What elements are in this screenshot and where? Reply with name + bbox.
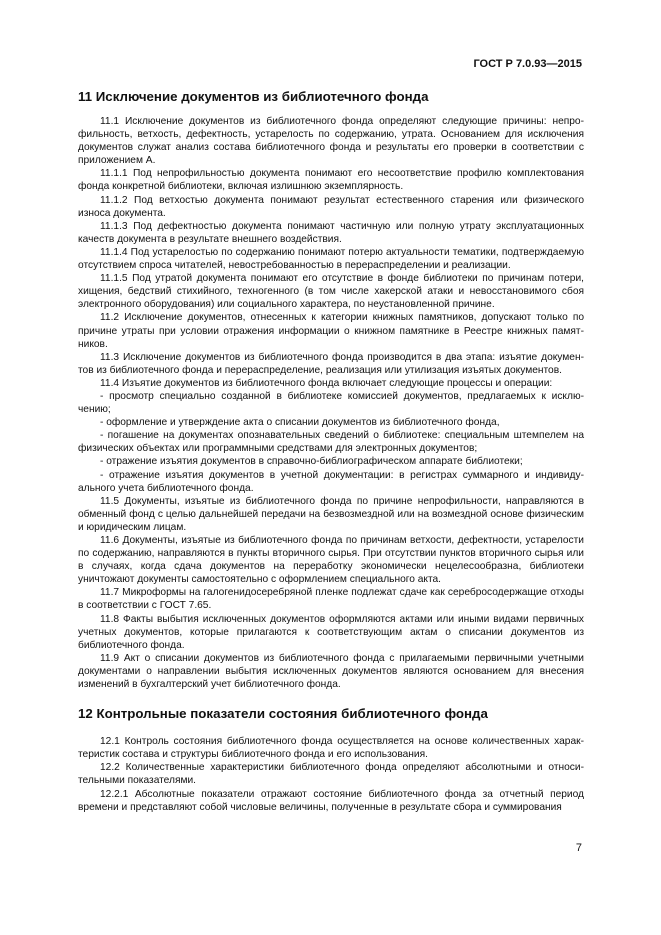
paragraph: 11.2 Исключение документов, отнесенных к категории книжных памятников, допускают только по причине утраты при условии отражения информации о книжном памятнике в Реестре книжных памятников. bbox=[78, 312, 584, 350]
section-11-body bbox=[78, 115, 584, 691]
paragraph: 11.6 Документы, изъятые из библиотечного фонда по причинам ветхости, дефектности, устарелости по содержанию, направляются в пункты вторичного сырья. При отсутствии пунктов вторичного сырья или в случаях, когда сдача документов на переработку экономически нецелесообразна, библиотеки уничтожают документы самостоятельно с оформлением специального акта. bbox=[78, 535, 584, 586]
paragraph: 12.2 Количественные характеристики библиотечного фонда определяют абсолютными и относительными показателями. bbox=[78, 762, 584, 787]
standard-designation: ГОСТ Р 7.0.93—2015 bbox=[473, 58, 582, 70]
paragraph: 11.4 Изъятие документов из библиотечного фонда включает следующие процессы и операции: bbox=[100, 377, 553, 389]
paragraph: 11.1.2 Под ветхостью документа понимают результат естественного старения или физического износа документа. bbox=[78, 194, 584, 219]
paragraph: 12.1 Контроль состояния библиотечного фонда осуществляется на основе количественных характеристик состава и структуры библиотечного фонда и его использования. bbox=[78, 736, 584, 761]
paragraph: 12.2.1 Абсолютные показатели отражают состояние библиотечного фонда за отчетный период времени и представляют собой числовые величины, полученные в результате сбора и суммирования bbox=[78, 788, 584, 813]
section-11-title: 11 Исключение документов из библиотечного фонда bbox=[78, 89, 429, 104]
paragraph: - отражение изъятия документов в учетной документации: в регистрах суммарного и индивидуального учета библиотечного фонда. bbox=[78, 469, 584, 494]
page-number: 7 bbox=[575, 842, 582, 854]
paragraph: - оформление и утверждение акта о списании документов из библиотечного фонда, bbox=[100, 417, 500, 429]
paragraph: 11.9 Акт о списании документов из библиотечного фонда с прилагаемыми первичными учетными документами о направлении выбытия исключенных документов являются основанием для внесения изменений в бухгалтерский учет библиотечного фонда. bbox=[78, 652, 584, 691]
paragraph: 11.7 Микроформы на галогенидосеребряной пленке подлежат сдаче как серебросодержащие отходы в соответствии с ГОСТ 7.65. bbox=[78, 587, 584, 612]
paragraph: 11.1 Исключение документов из библиотечного фонда определяют следующие причины: непрофильность, ветхость, дефектность, устарелость по содержанию, утрата. Основанием для исключения документов служат анализ состава библиотечного фонда и результаты его проверки в соответствии с приложением А. bbox=[78, 116, 584, 167]
paragraph: 11.8 Факты выбытия исключенных документов оформляются актами или иными видами первичных учетных документов, которые прилагаются к соответствующим актам о списании документов из библиотечного фонда. bbox=[78, 613, 584, 651]
main-content bbox=[78, 88, 584, 814]
paragraph: 11.1.3 Под дефектностью документа понимают частичную или полную утрату эксплуатационных качеств документа в результате внешнего воздействия. bbox=[78, 220, 584, 245]
paragraph: - погашение на документах опознавательных сведений о библиотеке: специальным штемпелем на физических объектах или программными средствами для электронных документов; bbox=[78, 430, 584, 455]
paragraph: 11.1.4 Под устарелостью по содержанию понимают потерю актуальности тематики, подтверждаемую отсутствием спроса читателей, невостребованностью в перераспределении и реализации. bbox=[78, 246, 584, 272]
section-12-body bbox=[78, 735, 584, 814]
paragraph: - просмотр специально созданной в библиотеке комиссией документов, предлагаемых к исключению; bbox=[78, 390, 584, 416]
paragraph: 11.1.1 Под непрофильностью документа понимают его несоответствие профилю комплектования фонда конкретной библиотеки, включая излишнюю экземплярность. bbox=[78, 168, 584, 193]
section-12-title: 12 Контрольные показатели состояния библиотечного фонда bbox=[78, 706, 488, 722]
paragraph: 11.1.5 Под утратой документа понимают его отсутствие в фонде библиотеки по причинам потери, хищения, бедствий стихийного, техногенного (в том числе хакерской атаки и невосстановимого сбоя электронного оборудования) или социального характера, по неустановленной причине. bbox=[78, 273, 584, 311]
paragraph: 11.3 Исключение документов из библиотечного фонда производится в два этапа: изъятие документов из библиотечного фонда и перераспределение, реализация или утилизация изъятых документов. bbox=[78, 351, 584, 376]
paragraph: 11.5 Документы, изъятые из библиотечного фонда по причине непрофильности, направляются в обменный фонд с целью дальнейшей передачи на безвозмездной или на возмездной основе физическим и юридическим лицам. bbox=[78, 495, 584, 533]
paragraph: - отражение изъятия документов в справочно-библиографическом аппарате библиотеки; bbox=[100, 456, 523, 468]
